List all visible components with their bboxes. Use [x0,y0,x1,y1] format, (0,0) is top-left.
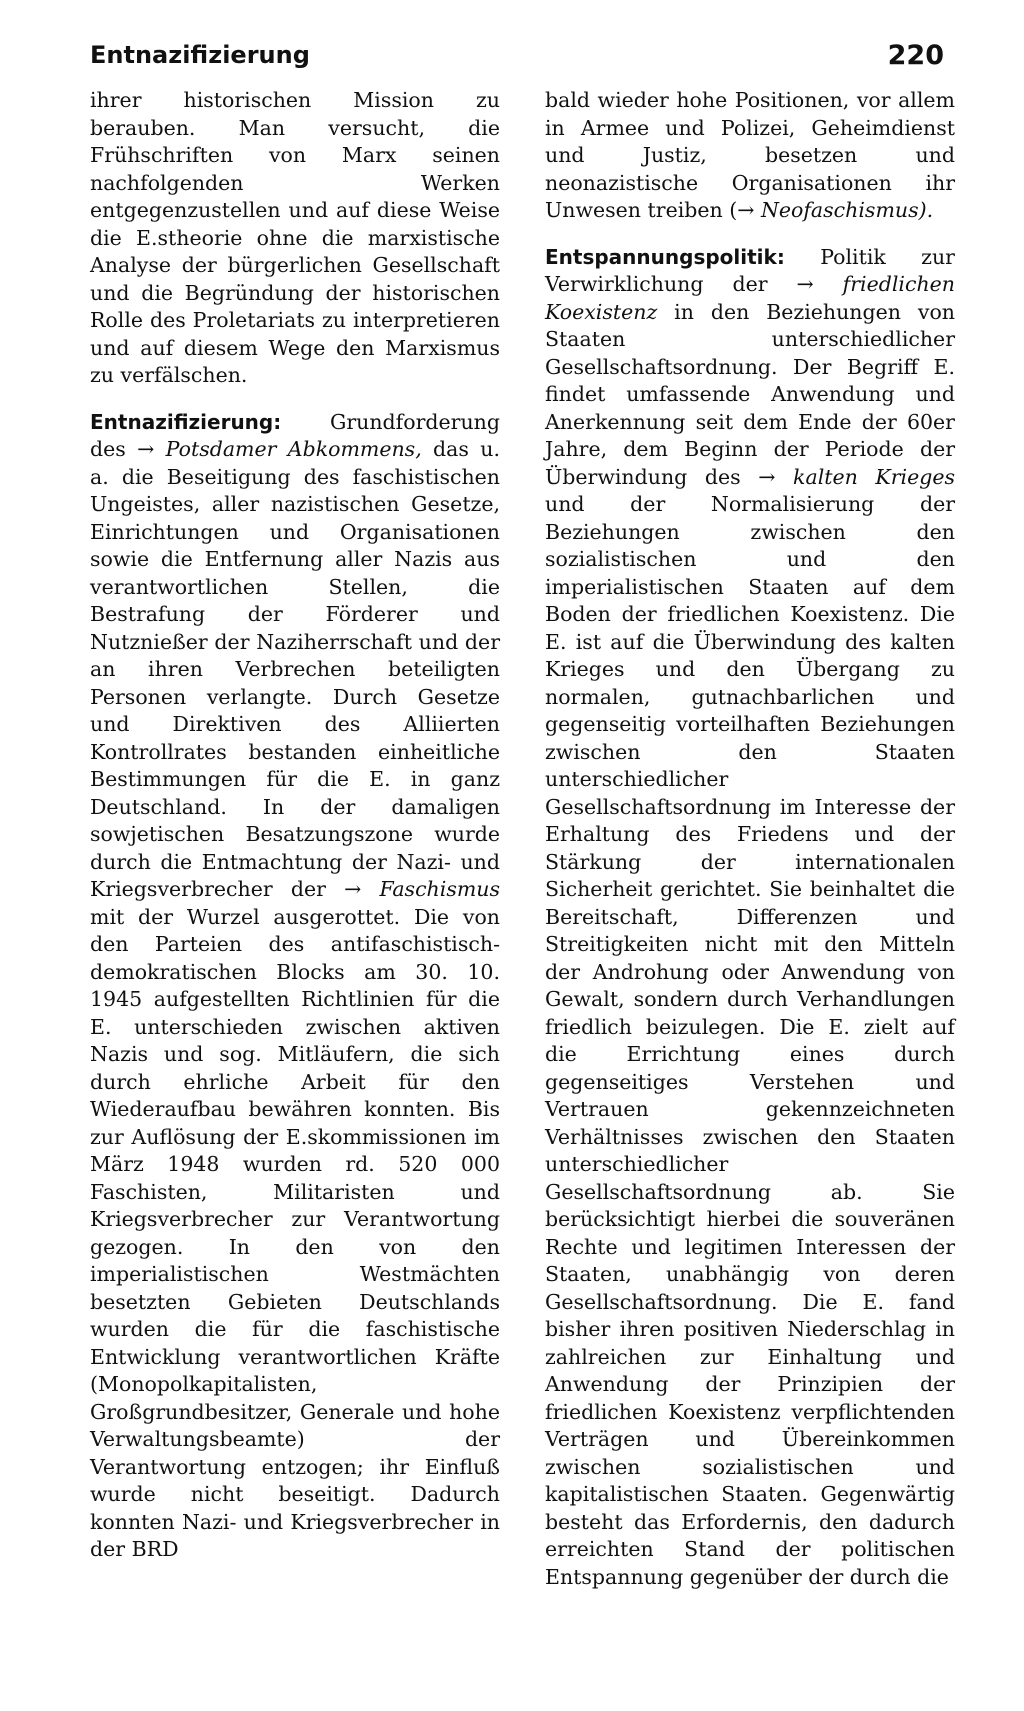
cross-reference-arrow-icon: → [737,198,755,222]
right-column [545,87,955,1591]
cross-reference: Faschismus [361,877,501,901]
entry-text: Politik zur Verwirklichung der [545,244,955,296]
cross-reference-arrow-icon: → [344,877,362,901]
cross-reference-arrow-icon: → [796,272,814,296]
entry-text: das u. a. die Beseitigung des faschistischen Ungeistes, aller nazistischen Gesetze, Einrichtungen und Organisationen sowie die Entfernung aller Nazis aus verantwortlichen Stellen, die Bestrafung der Förderer und Nutznießer der Naziherrschaft und der an ihren Verbrechen beteiligten Personen verlangte. Durch Gesetze und Direktiven des Alliierten Kontrollrates bestanden einheitliche Bestimmungen für die E. in ganz Deutschland. In der damaligen sowjetischen Besatzungszone wurde durch die Entmachtung der Nazi- und Kriegsverbrecher der [90,437,500,901]
cross-reference: Potsdamer Abkommens, [154,437,422,461]
cross-reference: Neofaschismus). [754,198,934,222]
running-head: Entnazifizierung [90,41,310,69]
left-column [90,87,500,1564]
paragraph-text: bald wieder hohe Positionen, vor allem in Armee und Polizei, Geheimdienst und Justiz, besetzen und neonazistische Organisationen ihr Unwesen treiben ( [545,88,955,222]
cross-reference-arrow-icon: → [758,464,776,489]
entry-entspannungspolitik [545,244,955,1592]
headword: Entnazifizierung: [90,409,282,434]
cross-reference: kalten Krieges [775,464,955,489]
entry-text: mit der Wurzel ausgerottet. Die von den Parteien des antifaschistisch-demokratischen Blocks am 30. 10. 1945 aufgestellten Richtlinien für die E. unterschieden zwischen aktiven Nazis und sog. Mitläufern, die sich durch ehrliche Arbeit für den Wiederaufbau bewähren konnten. Bis zur Auflösung der E.skommissionen im März 1948 wurden rd. 520 000 Faschisten, Militaristen und Kriegsverbrecher zur Verantwortung gezogen. In den von den imperialistischen Westmächten besetzten Gebieten Deutschlands wurden die für die faschistische Entwicklung verantwortlichen Kräfte (Monopolkapitalisten, Großgrundbesitzer, Generale und hohe Verwaltungsbeamte) der Verantwortung entzogen; ihr Einfluß wurde nicht beseitigt. Dadurch konnten Nazi- und Kriegsverbrecher in der BRD [90,904,500,1561]
continued-paragraph [545,87,955,225]
continued-paragraph: ihrer historischen Mission zu berauben. Man versucht, die Frühschriften von Marx seinen nachfolgenden Werken entgegenzustellen und auf diese Weise die E.stheorie ohne die marxistische Analyse der bürgerlichen Gesellschaft und die Begründung der historischen Rolle des Proletariats zu interpretieren und auf diesem Wege den Marxismus zu verfälschen. [90,88,500,387]
entry-text: in den Beziehungen von Staaten unterschiedlicher Gesellschaftsordnung. Der Begriff E. findet umfassende Anwendung und Anerkennung seit dem Ende der 60er Jahre, dem Beginn der Periode der Überwindung des [545,299,955,489]
headword: Entspannungspolitik: [545,244,785,269]
page-number: 220 [887,39,944,71]
page-header [90,35,944,75]
cross-reference-arrow-icon: → [137,437,155,461]
entry-entnazifizierung [90,409,500,1564]
entry-text: und der Normalisierung der Beziehungen zwischen den sozialistischen und den imperialistischen Staaten auf dem Boden der friedlichen Koexistenz. Die E. ist auf die Überwindung des kalten Krieges und den Übergang zu normalen, gutnachbarlichen und gegenseitig vorteilhaften Beziehungen zwischen den Staaten unterschiedlicher Gesellschaftsordnung im Interesse der Erhaltung des Friedens und der Stärkung der internationalen Sicherheit gerichtet. Sie beinhaltet die Bereitschaft, Differenzen und Streitigkeiten nicht mit den Mitteln der Androhung oder Anwendung von Gewalt, sondern durch Verhandlungen friedlich beizulegen. Die E. zielt auf die Errichtung eines durch gegenseitiges Verstehen und Vertrauen gekennzeichneten Verhältnisses zwischen den Staaten unterschiedlicher Gesellschaftsordnung ab. Sie berücksichtigt hierbei die souveränen Rechte und legitimen Interessen der Staaten, unabhängig von deren Gesellschaftsordnung. Die E. fand bisher ihren positiven Niederschlag in zahlreichen zur Einhaltung und Anwendung der Prinzipien der friedlichen Koexistenz verpflichtenden Verträgen und Übereinkommen zwischen sozialistischen und kapitalistischen Staaten. Gegenwärtig besteht das Erfordernis, den dadurch erreichten Stand der politischen Entspannung gegenüber der durch die [545,492,955,1589]
cross-reference: friedlichen Koexistenz [545,272,955,324]
entry-text: Grundforderung des [90,409,500,461]
